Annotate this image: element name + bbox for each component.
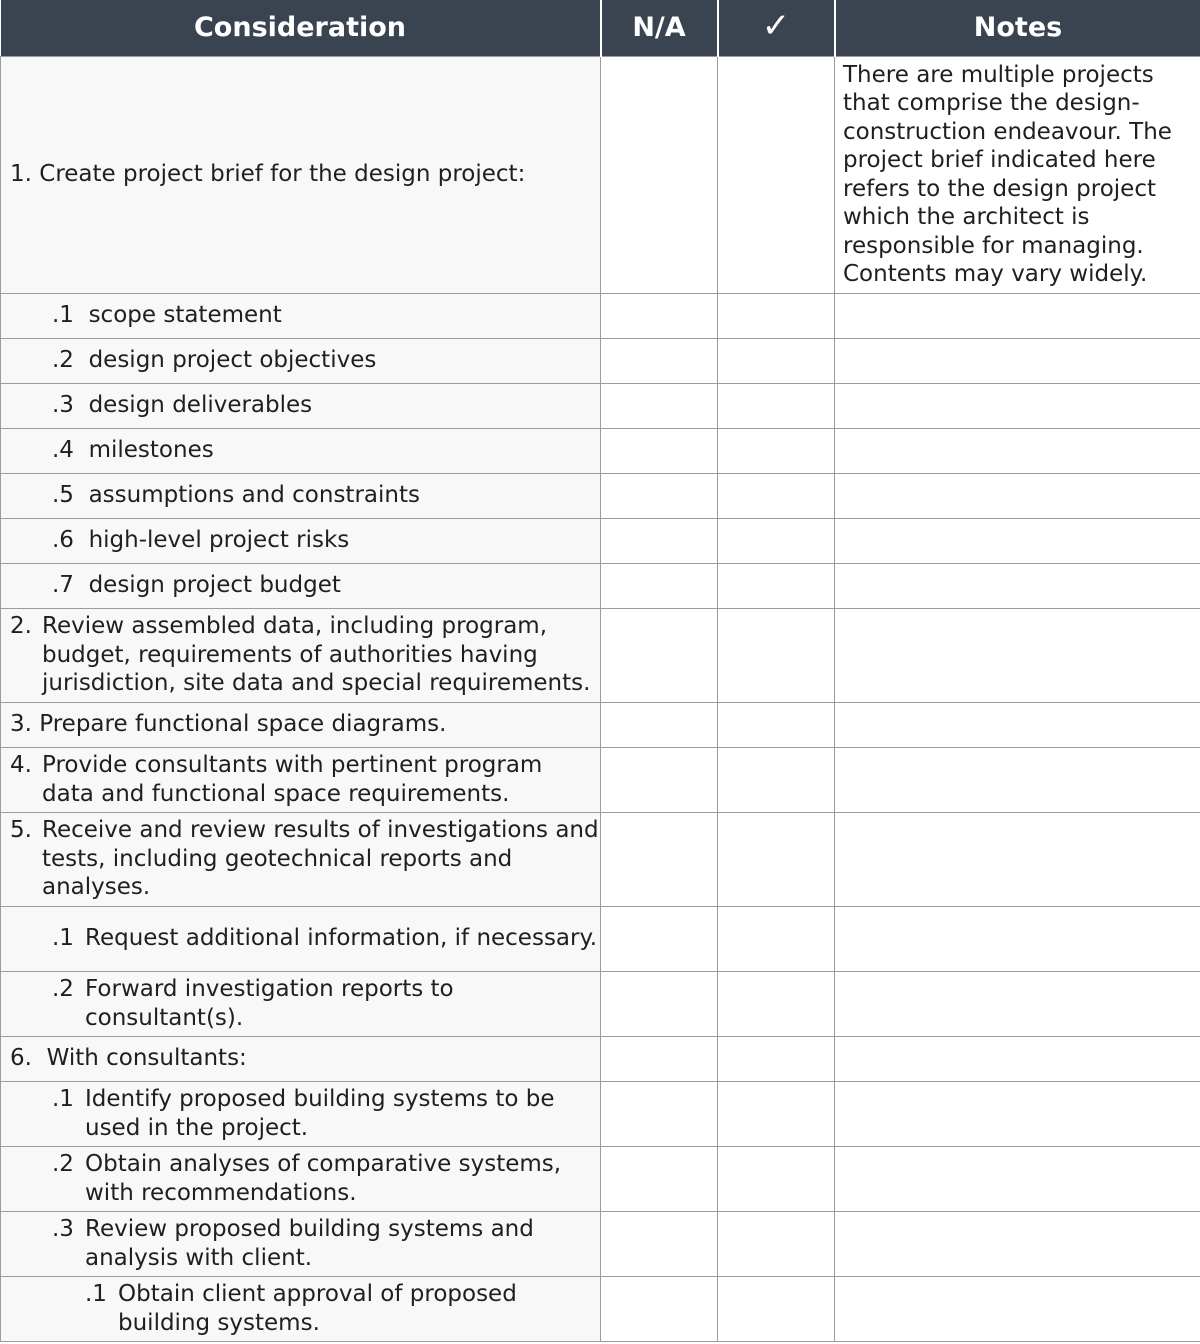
- item-number: .1: [52, 925, 74, 952]
- item-text: Create project brief for the design project:: [39, 161, 526, 188]
- item-text: Review proposed building systems and analysis with client.: [85, 1216, 534, 1271]
- item-text: Provide consultants with pertinent program data and functional space requirements.: [42, 752, 543, 807]
- na-cell[interactable]: [601, 338, 718, 383]
- notes-cell[interactable]: [835, 293, 1200, 338]
- na-cell[interactable]: [601, 428, 718, 473]
- na-cell[interactable]: [601, 906, 718, 971]
- table-row: [1, 428, 1200, 473]
- table-row: [1, 971, 1200, 1036]
- table-row: [1, 338, 1200, 383]
- check-cell[interactable]: [718, 56, 835, 293]
- consideration-cell: [1, 971, 601, 1036]
- na-cell[interactable]: [601, 971, 718, 1036]
- notes-cell[interactable]: [835, 1276, 1200, 1341]
- consideration-item: [1, 1085, 600, 1142]
- item-text: Identify proposed building systems to be used in the project.: [85, 1086, 555, 1141]
- table-row: [1, 1211, 1200, 1276]
- table-body: [1, 56, 1200, 1341]
- consideration-item: [1, 1280, 600, 1337]
- check-cell[interactable]: [718, 1036, 835, 1081]
- notes-cell[interactable]: [835, 702, 1200, 747]
- item-text: high-level project risks: [88, 527, 350, 554]
- check-cell[interactable]: [718, 1211, 835, 1276]
- item-text: Review assembled data, including program, budget, requirements of authorities having jurisdiction, site data and special requirements.: [42, 613, 591, 697]
- item-number: .1: [85, 1281, 107, 1307]
- check-cell[interactable]: [718, 563, 835, 608]
- consideration-cell: [1, 338, 601, 383]
- notes-cell[interactable]: [835, 971, 1200, 1036]
- consideration-cell: [1, 906, 601, 971]
- consideration-item: [1, 571, 600, 600]
- table-row: [1, 812, 1200, 906]
- table-row: [1, 473, 1200, 518]
- header-check: [718, 0, 835, 56]
- notes-cell[interactable]: [835, 1146, 1200, 1211]
- consideration-cell: [1, 383, 601, 428]
- item-text: Prepare functional space diagrams.: [39, 711, 447, 738]
- na-cell[interactable]: [601, 1036, 718, 1081]
- table-row: [1, 747, 1200, 812]
- check-cell[interactable]: [718, 428, 835, 473]
- na-cell[interactable]: [601, 56, 718, 293]
- item-text: design deliverables: [88, 392, 313, 419]
- notes-cell[interactable]: [835, 428, 1200, 473]
- item-text: milestones: [88, 437, 214, 464]
- item-text: design project objectives: [88, 347, 377, 374]
- notes-cell[interactable]: [835, 812, 1200, 906]
- item-number: .6: [52, 527, 74, 554]
- consideration-cell: [1, 1081, 601, 1146]
- na-cell[interactable]: [601, 1081, 718, 1146]
- notes-cell[interactable]: [835, 56, 1200, 293]
- na-cell[interactable]: [601, 812, 718, 906]
- consideration-item: [1, 924, 600, 953]
- na-cell[interactable]: [601, 293, 718, 338]
- consideration-item: [1, 1044, 600, 1073]
- notes-cell[interactable]: [835, 473, 1200, 518]
- item-number: .1: [52, 302, 74, 329]
- header-row: [1, 0, 1200, 56]
- item-text: design project budget: [88, 572, 341, 599]
- consideration-item: [1, 481, 600, 510]
- na-cell[interactable]: [601, 747, 718, 812]
- consideration-cell: [1, 1211, 601, 1276]
- consideration-item: [1, 1150, 600, 1207]
- consideration-cell: [1, 518, 601, 563]
- notes-cell[interactable]: [835, 338, 1200, 383]
- consideration-item: [1, 710, 600, 739]
- na-cell[interactable]: [601, 563, 718, 608]
- item-number: .2: [52, 1151, 74, 1177]
- item-number: .7: [52, 572, 74, 599]
- notes-cell[interactable]: [835, 1081, 1200, 1146]
- consideration-item: [1, 751, 600, 808]
- check-cell[interactable]: [718, 518, 835, 563]
- item-text: Obtain analyses of comparative systems, with recommendations.: [85, 1151, 562, 1206]
- na-cell[interactable]: [601, 473, 718, 518]
- table-row: [1, 1036, 1200, 1081]
- item-number: 1.: [10, 161, 32, 188]
- check-cell[interactable]: [718, 702, 835, 747]
- na-cell[interactable]: [601, 608, 718, 702]
- item-number: 5.: [10, 817, 32, 844]
- na-cell[interactable]: [601, 702, 718, 747]
- item-number: 3.: [10, 711, 32, 738]
- item-text: scope statement: [88, 302, 282, 329]
- check-cell[interactable]: [718, 1276, 835, 1341]
- item-text: With consultants:: [46, 1045, 247, 1072]
- table-row: [1, 383, 1200, 428]
- consideration-cell: [1, 702, 601, 747]
- consideration-cell: [1, 1146, 601, 1211]
- item-number: .2: [52, 347, 74, 374]
- item-number: 2.: [10, 613, 32, 640]
- header-consideration: Consideration: [193, 11, 407, 43]
- table-row: [1, 518, 1200, 563]
- consideration-item: [1, 346, 600, 375]
- table-row: [1, 702, 1200, 747]
- table-header: [1, 0, 1200, 56]
- item-number: 6.: [10, 1045, 32, 1072]
- consideration-cell: [1, 1036, 601, 1081]
- notes-cell[interactable]: [835, 1036, 1200, 1081]
- check-cell[interactable]: [718, 608, 835, 702]
- check-cell[interactable]: [718, 293, 835, 338]
- na-cell[interactable]: [601, 1276, 718, 1341]
- consideration-item: [1, 301, 600, 330]
- notes-text: There are multiple projects that comprise the design-construction endeavour. The project brief indicated here refers to the design project which the architect is responsible for managing. Contents may vary widely.: [843, 61, 1172, 287]
- item-number: .5: [52, 482, 74, 509]
- check-cell[interactable]: [718, 812, 835, 906]
- consideration-cell: [1, 473, 601, 518]
- notes-cell[interactable]: [835, 518, 1200, 563]
- notes-cell[interactable]: [835, 383, 1200, 428]
- consideration-item: [1, 526, 600, 555]
- na-cell[interactable]: [601, 383, 718, 428]
- item-number: .2: [52, 976, 74, 1002]
- header-na: N/A: [601, 0, 718, 56]
- check-cell[interactable]: [718, 971, 835, 1036]
- check-cell[interactable]: [718, 1081, 835, 1146]
- item-number: .1: [52, 1086, 74, 1112]
- consideration-item: [1, 975, 600, 1032]
- checkmark-icon: ✓: [761, 6, 791, 46]
- item-number: .3: [52, 392, 74, 419]
- consideration-item: [1, 391, 600, 420]
- consideration-cell: [1, 1276, 601, 1341]
- check-cell[interactable]: [718, 473, 835, 518]
- check-cell[interactable]: [718, 747, 835, 812]
- item-number: .3: [52, 1216, 74, 1242]
- table-row: [1, 1146, 1200, 1211]
- item-text: assumptions and constraints: [88, 482, 420, 509]
- table-row: [1, 906, 1200, 971]
- consideration-cell: [1, 747, 601, 812]
- consideration-item: [1, 816, 600, 902]
- check-cell[interactable]: [718, 906, 835, 971]
- item-text: Forward investigation reports to consultant(s).: [85, 976, 454, 1031]
- consideration-item: [1, 160, 600, 189]
- item-text: Receive and review results of investigations and tests, including geotechnical reports and analyses.: [42, 817, 599, 901]
- na-cell[interactable]: [601, 1146, 718, 1211]
- item-number: .4: [52, 437, 74, 464]
- item-text: Request additional information, if necessary.: [85, 925, 598, 952]
- header-notes: Notes: [835, 0, 1200, 56]
- check-cell[interactable]: [718, 383, 835, 428]
- check-cell[interactable]: [718, 1146, 835, 1211]
- consideration-item: [1, 436, 600, 465]
- check-cell[interactable]: [718, 338, 835, 383]
- consideration-cell: [1, 56, 601, 293]
- consideration-item: [1, 1215, 600, 1272]
- table-row: [1, 608, 1200, 702]
- item-text: Obtain client approval of proposed building systems.: [118, 1281, 517, 1336]
- notes-cell[interactable]: [835, 563, 1200, 608]
- table-row: [1, 1276, 1200, 1341]
- table-row: [1, 1081, 1200, 1146]
- item-number: 4.: [10, 752, 32, 778]
- consideration-item: [1, 612, 600, 698]
- na-cell[interactable]: [601, 518, 718, 563]
- consideration-cell: [1, 563, 601, 608]
- table-row: [1, 56, 1200, 293]
- notes-cell[interactable]: [835, 906, 1200, 971]
- consideration-cell: [1, 608, 601, 702]
- notes-cell[interactable]: [835, 747, 1200, 812]
- notes-cell[interactable]: [835, 1211, 1200, 1276]
- table-row: [1, 563, 1200, 608]
- consideration-cell: [1, 293, 601, 338]
- na-cell[interactable]: [601, 1211, 718, 1276]
- table-row: [1, 293, 1200, 338]
- consideration-cell: [1, 428, 601, 473]
- consideration-cell: [1, 812, 601, 906]
- notes-cell[interactable]: [835, 608, 1200, 702]
